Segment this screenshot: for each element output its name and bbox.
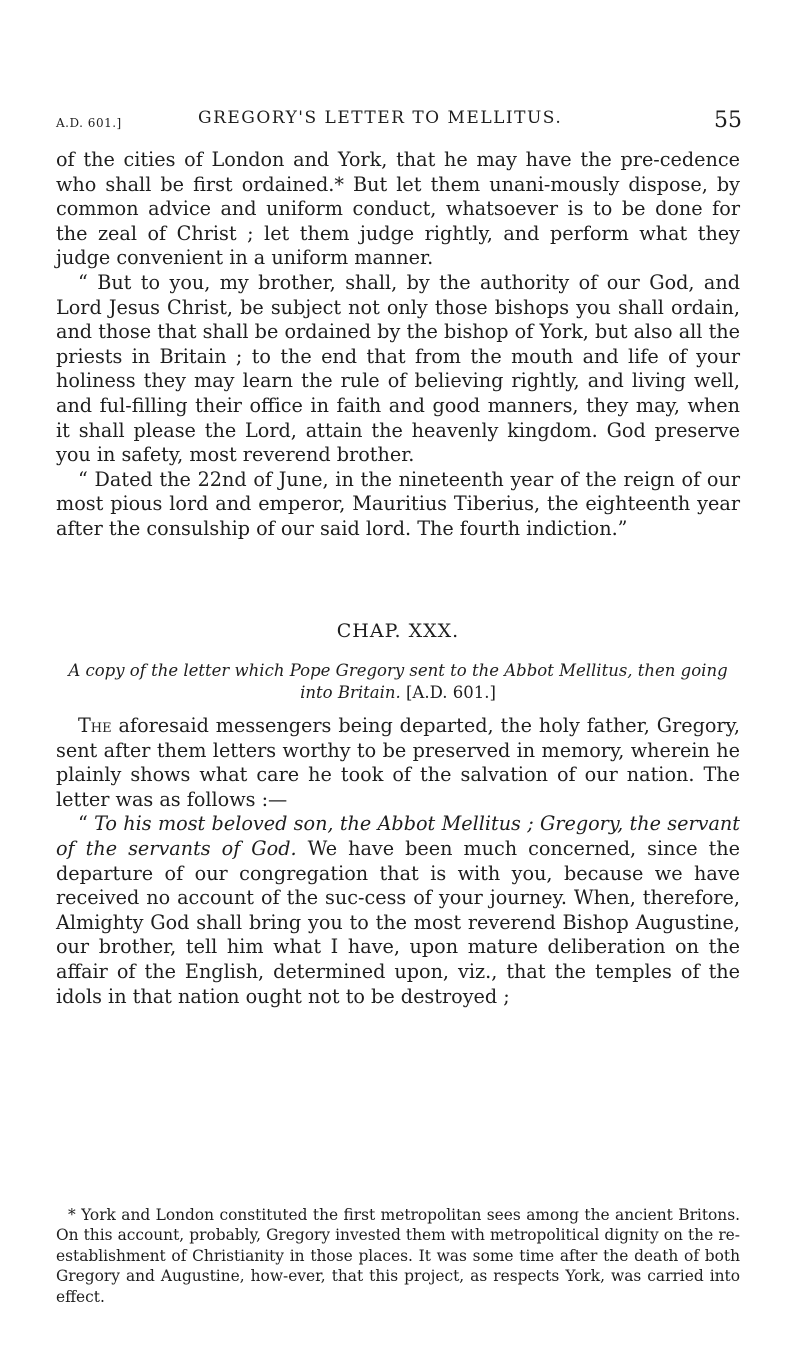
chapter-summary-text: A copy of the letter which Pope Gregory sent to the Abbot Mellitus, then going into Britain. <box>68 661 728 702</box>
chapter-body <box>56 714 740 1009</box>
paragraph: of the cities of London and York, that he may have the pre-cedence who shall be first ordained.* But let them unani-mously dispose, by common advice and uniform conduct, whatsoever is to be done for the zeal of Christ ; let them judge rightly, and perform what they judge convenient in a uniform manner. <box>56 148 740 270</box>
paragraph: “ But to you, my brother, shall, by the authority of our God, and Lord Jesus Christ, be subject not only those bishops you shall ordain, and those that shall be ordained by the bishop of York, but also all the priests in Britain ; to the end that from the mouth and life of your holiness they may learn the rule of believing rightly, and living well, and ful-filling their office in faith and good manners, they may, when it shall please the Lord, attain the heavenly kingdom. God preserve you in safety, most reverend brother. <box>56 270 740 467</box>
paragraph: “ Dated the 22nd of June, in the nineteenth year of the reign of our most pious lord and emperor, Mauritius Tiberius, the eighteenth year after the consulship of our said lord. The fourth indiction.” <box>56 467 740 540</box>
chapter-summary <box>56 660 740 704</box>
paragraph <box>56 812 740 1009</box>
running-head <box>56 108 742 133</box>
footnote <box>56 1205 740 1307</box>
footnote-text: * York and London constituted the first metropolitan sees among the ancient Britons. On this account, probably, Gregory invested them with metropolitical dignity on the re-establishment of Christianity in those places. It was some time after the death of both Gregory and Augustine, how-ever, that this project, as respects York, was carried into effect. <box>56 1206 740 1306</box>
chapter-date: [A.D. 601.] <box>405 683 496 702</box>
paragraph <box>56 714 740 812</box>
open-quote: “ <box>78 812 95 836</box>
paragraph-text: We have been much concerned, since the departure of our congregation that is with you, because we have received no account of the suc-cess of your journey. When, therefore, Almighty God shall bring you to the most reverend Bishop Augustine, our brother, tell him what I have, upon mature deliberation on the affair of the English, determined upon, viz., that the temples of the idols in that nation ought not to be destroyed ; <box>56 836 740 1008</box>
paragraph-text: aforesaid messengers being departed, the holy father, Gregory, sent after them letters worthy to be preserved in memory, wherein he plainly shows what care he took of the salvation of our nation. The letter was as follows :— <box>56 714 740 811</box>
letter-salutation: To his most beloved son, the Abbot Mellitus ; Gregory, the servant of the servants of God. <box>56 812 740 860</box>
header-title: GREGORY'S LETTER TO MELLITUS. <box>198 108 563 128</box>
body-text <box>56 148 740 542</box>
lead-word: The <box>78 714 112 737</box>
header-date: A.D. 601.] <box>56 116 122 130</box>
chapter-heading: CHAP. XXX. <box>336 620 460 642</box>
page-number: 55 <box>714 108 742 133</box>
